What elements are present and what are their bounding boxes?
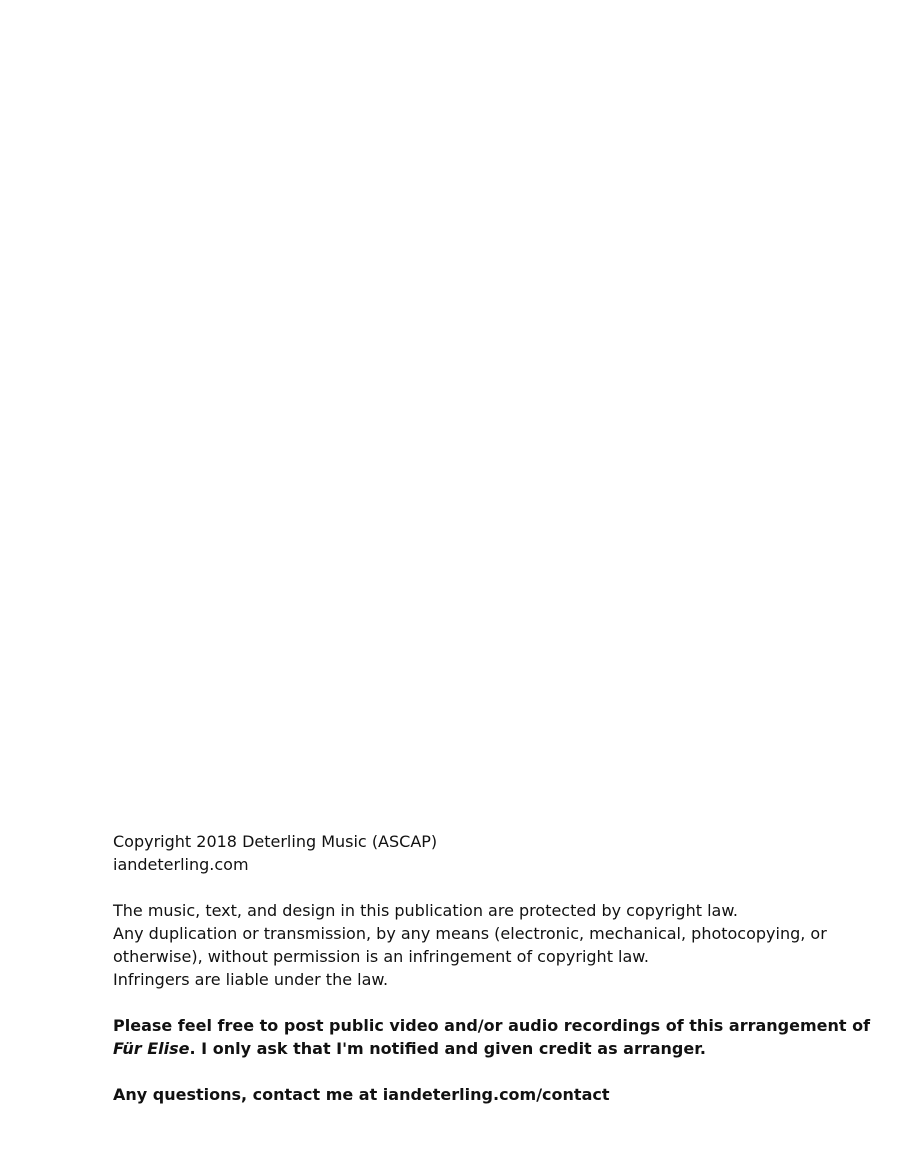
piece-title: Für Elise — [113, 1039, 190, 1058]
spacer — [113, 876, 803, 899]
legal-line-4: Infringers are liable under the law. — [113, 970, 389, 989]
permission-line-2 — [113, 1037, 803, 1060]
copyright-line: Copyright 2018 Deterling Music (ASCAP) — [113, 832, 438, 851]
legal-line-3: otherwise), without permission is an infringement of copyright law. — [113, 947, 650, 966]
copyright-notice — [113, 830, 871, 1106]
spacer — [113, 991, 803, 1014]
legal-line-2: Any duplication or transmission, by any means (electronic, mechanical, photocopying, or — [113, 924, 827, 943]
legal-line-1: The music, text, and design in this publication are protected by copyright law. — [113, 901, 739, 920]
contact-line: Any questions, contact me at iandeterling.com/contact — [113, 1085, 610, 1104]
permission-line-2-rest: . I only ask that I'm notified and given credit as arranger. — [189, 1039, 706, 1058]
website-line: iandeterling.com — [113, 855, 249, 874]
permission-line-1: Please feel free to post public video and/or audio recordings of this arrangement of — [113, 1016, 871, 1035]
spacer — [113, 1060, 803, 1083]
